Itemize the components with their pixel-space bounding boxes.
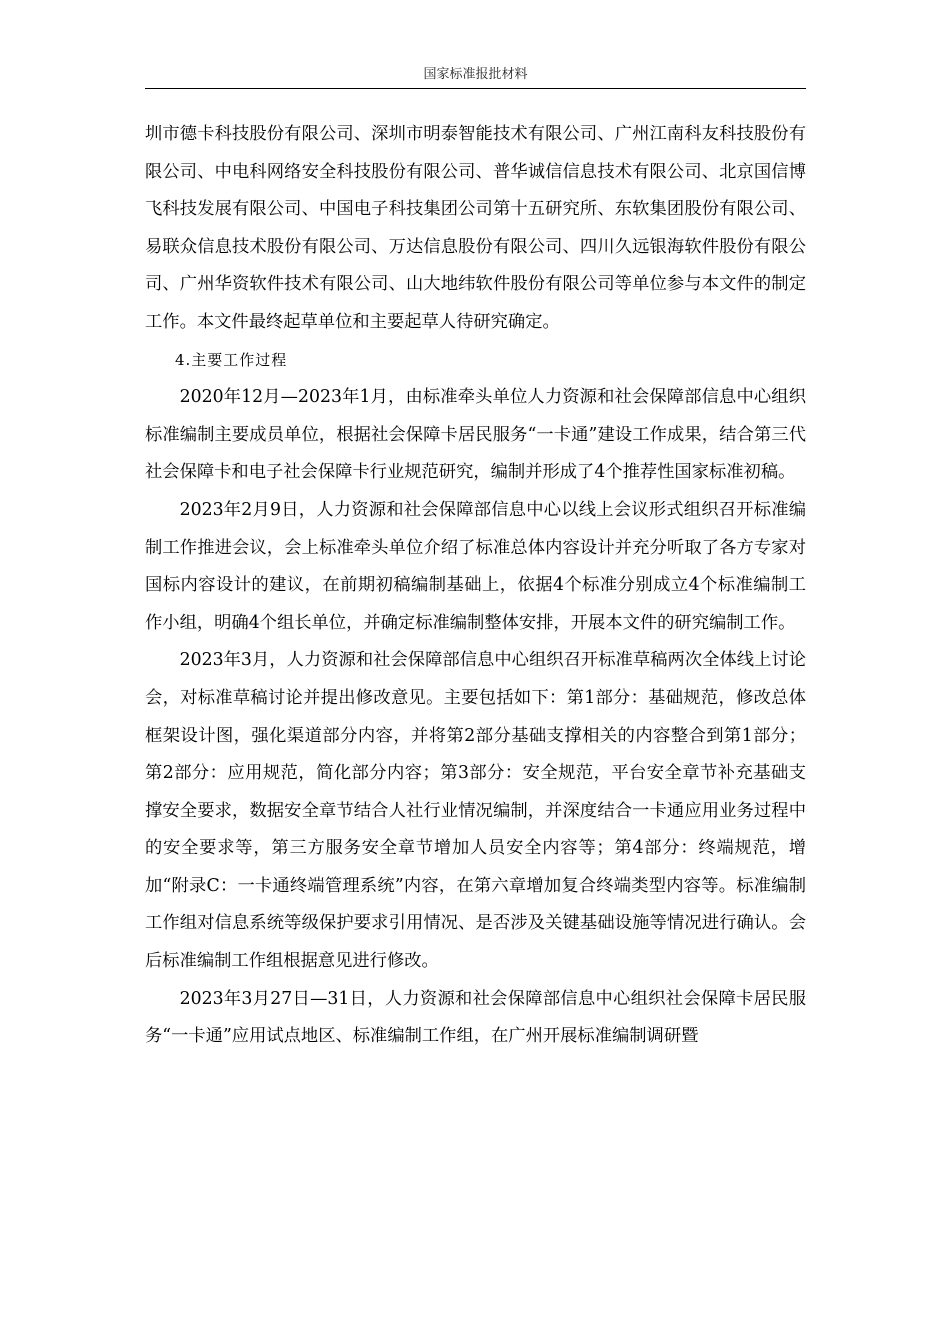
paragraph-march-discussion: 2023年3月，人力资源和社会保障部信息中心组织召开标准草稿两次全体线上讨论会，对标准草稿讨论并提出修改意见。主要包括如下：第1部分：基础规范，修改总体框架设计图，强化渠道部分内容，并将第2部分基础支撑相关的内容整合到第1部分；第2部分：应用规范，简化部分内容；第3部分：安全规范，平台安全章节补充基础支撑安全要求，数据安全章节结合人社行业情况编制，并深度结合一卡通应用业务过程中的安全要求等，第三方服务安全章节增加人员安全内容等；第4部分：终端规范，增加“附录C：一卡通终端管理系统”内容，在第六章增加复合终端类型内容等。标准编制工作组对信息系统等级保护要求引用情况、是否涉及关键基础设施等情况进行确认。会后标准编制工作组根据意见进行修改。	[145, 650, 806, 972]
document-body	[145, 116, 806, 1056]
paragraph-participating-units: 圳市德卡科技股份有限公司、深圳市明泰智能技术有限公司、广州江南科友科技股份有限公司、中电科网络安全科技股份有限公司、普华诚信信息技术有限公司、北京国信博飞科技发展有限公司、中国电子科技集团公司第十五研究所、东软集团股份有限公司、易联众信息技术股份有限公司、万达信息股份有限公司、四川久远银海软件股份有限公司、广州华资软件技术有限公司、山大地纬软件股份有限公司等单位参与本文件的制定工作。本文件最终起草单位和主要起草人待研究确定。	[145, 124, 806, 332]
page-header: 国家标准报批材料	[423, 67, 528, 82]
section-heading-work-process: 4.主要工作过程	[175, 350, 288, 369]
header-divider	[145, 88, 806, 89]
paragraph-march-research: 2023年3月27日—31日，人力资源和社会保障部信息中心组织社会保障卡居民服务“一卡通”应用试点地区、标准编制工作组，在广州开展标准编制调研暨	[145, 988, 806, 1047]
paragraph-feb-meeting: 2023年2月9日，人力资源和社会保障部信息中心以线上会议形式组织召开标准编制工作推进会议，会上标准牵头单位介绍了标准总体内容设计并充分听取了各方专家对国标内容设计的建议，在前期初稿编制基础上，依据4个标准分别成立4个标准编制工作小组，明确4个组长单位，并确定标准编制整体安排，开展本文件的研究编制工作。	[145, 499, 806, 633]
paragraph-initial-draft: 2020年12月—2023年1月，由标准牵头单位人力资源和社会保障部信息中心组织标准编制主要成员单位，根据社会保障卡居民服务“一卡通”建设工作成果，结合第三代社会保障卡和电子社会保障卡行业规范研究，编制并形成了4个推荐性国家标准初稿。	[145, 387, 806, 483]
